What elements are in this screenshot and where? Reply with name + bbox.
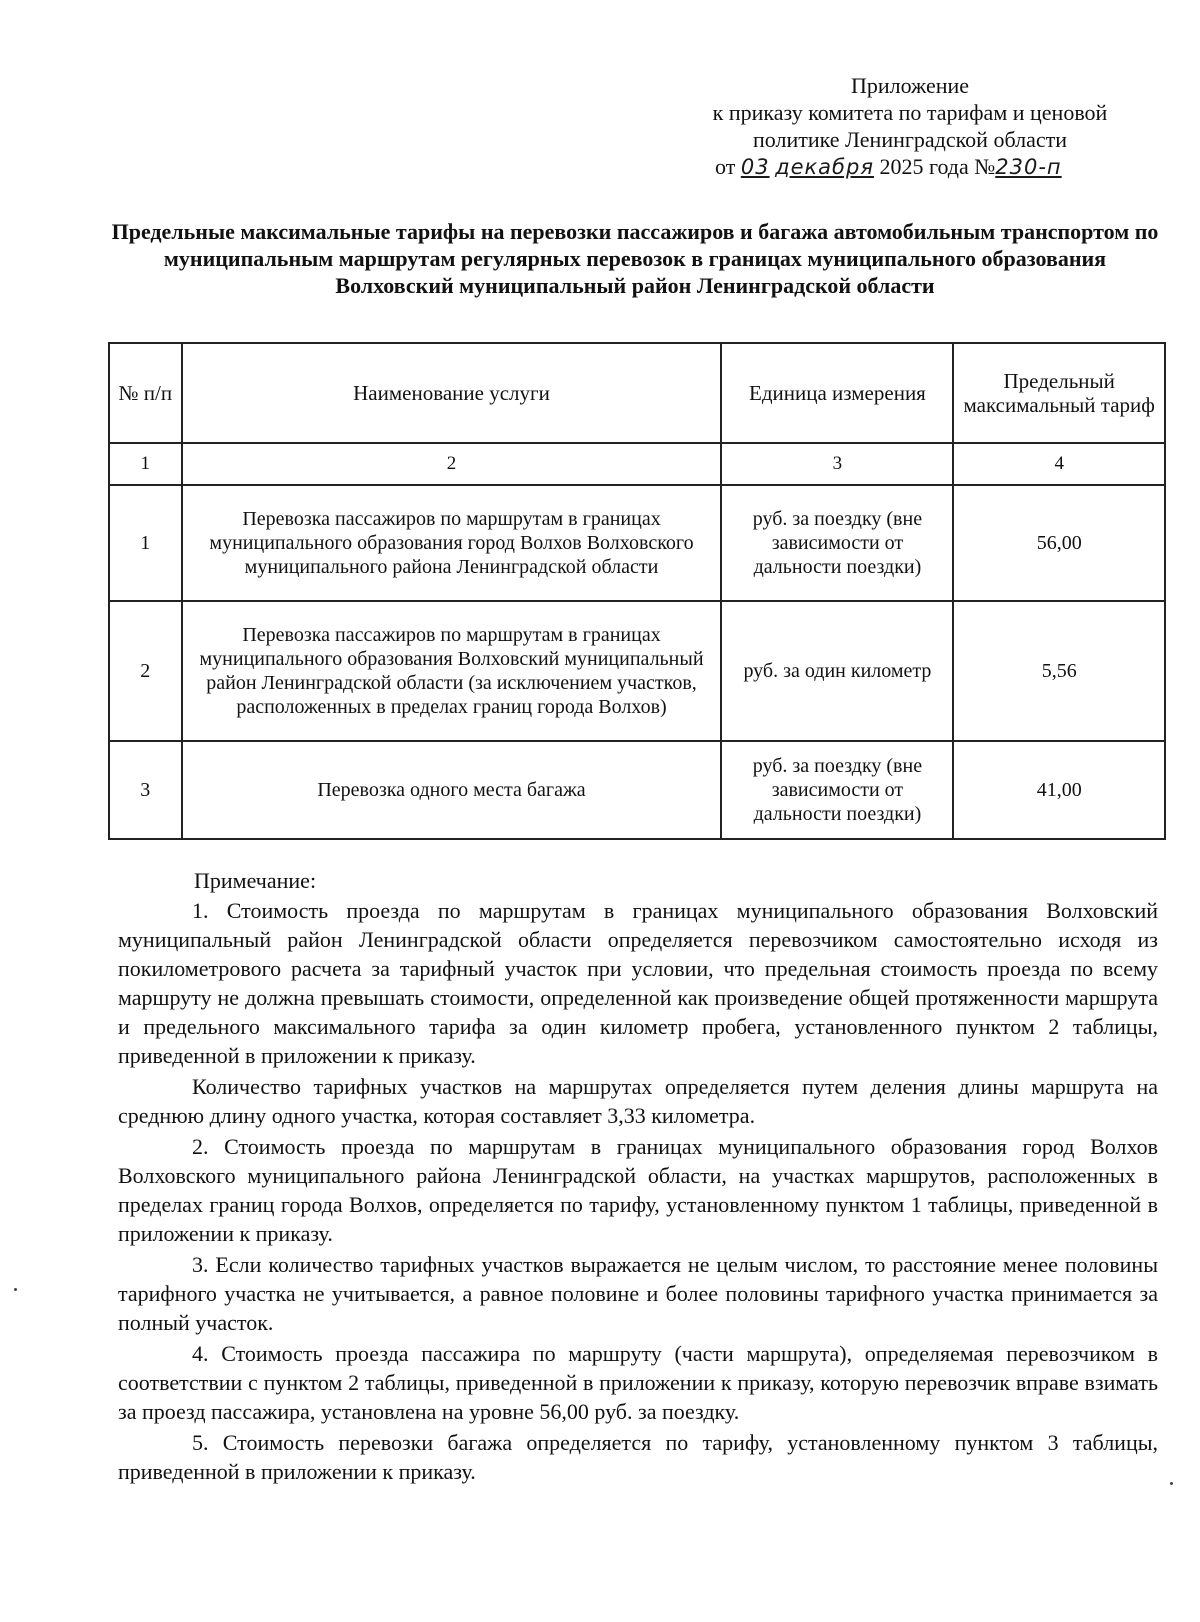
note-paragraph: 1. Стоимость проезда по маршрутам в границах муниципального образования Волховский муниципальный район Ленинградской области определяется перевозчиком самостоятельно исходя из покилометрового расчета за тарифный участок при условии, что предельная стоимость проезда по всему маршруту не должна превышать стоимости, определенной как произведение общей протяженности маршрута и предельного максимального тарифа за один километр пробега, установленного пунктом 2 таблицы, приведенной в приложении к приказу. [118, 898, 1158, 1068]
appendix-title: Приложение [850, 73, 970, 98]
date-year-text: 2025 года № [879, 154, 996, 179]
row-tariff: 5,56 [953, 601, 1165, 741]
scan-speck [1170, 1482, 1173, 1485]
header-unit: Единица измерения [721, 343, 953, 443]
column-number: 1 [109, 443, 182, 485]
column-number: 2 [182, 443, 722, 485]
note-paragraph: 3. Если количество тарифных участков выражается не целым числом, то расстояние менее половины тарифного участка не учитывается, а равное половине и более половины тарифного участка принимается за полный участок. [118, 1252, 1158, 1335]
note-paragraph: 2. Стоимость проезда по маршрутам в границах муниципального образования город Волхов Волховского муниципального района Ленинградской области, на участках маршрутов, расположенных в пределах границ города Волхов, определяется по тарифу, установленному пунктом 1 таблицы, приведенной в приложении к приказу. [118, 1134, 1158, 1246]
row-num: 3 [109, 741, 182, 839]
date-prefix: от [715, 154, 736, 179]
appendix-line-1: к приказу комитета по тарифам и ценовой [712, 100, 1108, 125]
header-name: Наименование услуги [182, 343, 722, 443]
row-num: 1 [109, 485, 182, 601]
note-paragraph: 5. Стоимость перевозки багажа определяется по тарифу, установленному пунктом 3 таблицы, приведенной в приложении к приказу. [118, 1430, 1158, 1484]
row-num: 2 [109, 601, 182, 741]
row-unit: руб. за поездку (вне зависимости от дальности поездки) [721, 485, 953, 601]
column-number: 3 [721, 443, 953, 485]
table-row [109, 601, 1165, 741]
row-service-name: Перевозка пассажиров по маршрутам в границах муниципального образования город Волхов Волховского муниципального района Ленинградской области [182, 485, 722, 601]
tariffs-table [108, 342, 1166, 840]
appendix-header [650, 72, 1170, 181]
notes-heading: Примечание: [194, 868, 317, 893]
row-service-name: Перевозка пассажиров по маршрутам в границах муниципального образования Волховский муниципальный район Ленинградской области (за исключением участков, расположенных в пределах границ города Волхов) [182, 601, 722, 741]
scan-speck [14, 1288, 17, 1291]
handwritten-date-day: 03 [740, 155, 770, 179]
notes-section [118, 866, 1158, 1488]
row-tariff: 56,00 [953, 485, 1165, 601]
row-unit: руб. за один километр [721, 601, 953, 741]
note-paragraph: 4. Стоимость проезда пассажира по маршруту (части маршрута), определяемая перевозчиком в соответствии с пунктом 2 таблицы, приведенной в приложении к приказу, которую перевозчик вправе взимать за проезд пассажира, установлена на уровне 56,00 руб. за поездку. [118, 1341, 1158, 1424]
note-paragraph: Количество тарифных участков на маршрутах определяется путем деления длины маршрута на среднюю длину одного участка, которая составляет 3,33 километра. [118, 1074, 1158, 1128]
row-tariff: 41,00 [953, 741, 1165, 839]
row-service-name: Перевозка одного места багажа [182, 741, 722, 839]
row-unit: руб. за поездку (вне зависимости от дальности поездки) [721, 741, 953, 839]
column-number: 4 [953, 443, 1165, 485]
column-numbers-row [109, 443, 1165, 485]
header-num: № п/п [109, 343, 182, 443]
handwritten-order-number: 230-п [995, 155, 1062, 179]
order-date-line [650, 153, 1170, 181]
document-title: Предельные максимальные тарифы на перевозки пассажиров и багажа автомобильным транспортом по муниципальным маршрутам регулярных перевозок в границах муниципального образования Волховский муниципальный район Ленинградской области [111, 219, 1159, 298]
table-header-row [109, 343, 1165, 443]
handwritten-date-month: декабря [775, 155, 874, 179]
table-row [109, 741, 1165, 839]
table-row [109, 485, 1165, 601]
appendix-line-2: политике Ленинградской области [752, 127, 1067, 152]
header-tariff: Предельный максимальный тариф [953, 343, 1165, 443]
